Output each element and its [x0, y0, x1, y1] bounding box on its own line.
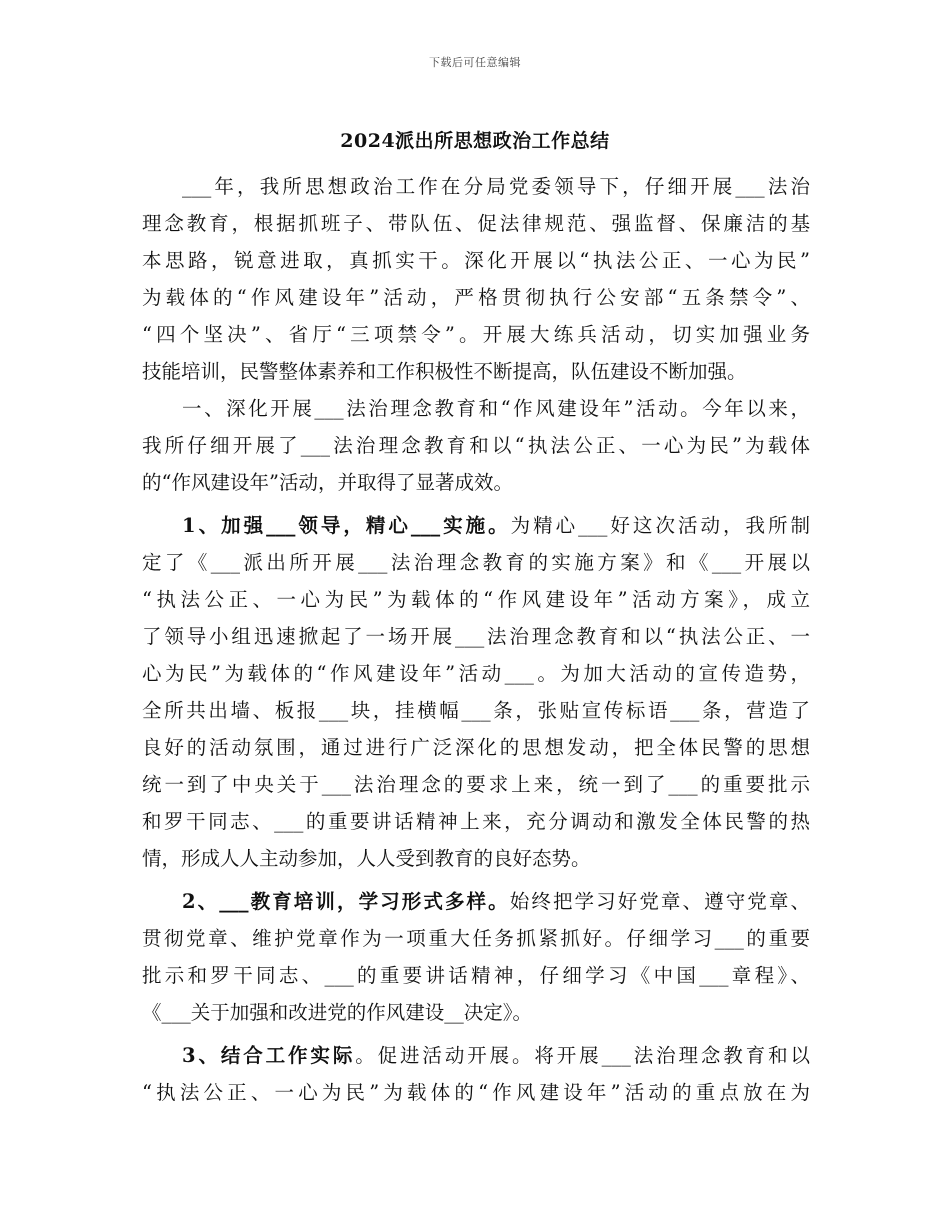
body-text: 始终把学习好党章、遵守党章、 — [509, 890, 810, 913]
document-title: 2024派出所思想政治工作总结 — [340, 130, 610, 152]
body-line — [142, 507, 810, 544]
body-line: 为载体的“作风建设年”活动，严格贯彻执行公安部“五条禁令”、 — [142, 286, 810, 309]
body-line: “四个坚决”、省厅“三项禁令”。开展大练兵活动，切实加强业务 — [142, 323, 810, 346]
body-line: 统一到了中央关于___法治理念的要求上来，统一到了___的重要批示 — [142, 773, 810, 796]
body-line: 我所仔细开展了___法治理念教育和以“执法公正、一心为民”为载体 — [142, 434, 810, 457]
body-line: 贯彻党章、维护党章作为一项重大任务抓紧抓好。仔细学习___的重要 — [142, 927, 810, 950]
body-line: 心为民”为载体的“作风建设年”活动___。为加大活动的宣传造势， — [142, 662, 810, 685]
body-line: 良好的活动氛围，通过进行广泛深化的思想发动，把全体民警的思想 — [142, 736, 810, 759]
body-line: 技能培训，民警整体素养和工作积极性不断提高，队伍建设不断加强。 — [142, 360, 747, 383]
body-line: 和罗干同志、___的重要讲话精神上来，充分调动和激发全体民警的热 — [142, 810, 810, 833]
body-line: ___年，我所思想政治工作在分局党委领导下，仔细开展___法治 — [182, 175, 810, 198]
section-heading: 2、___教育培训，学习形式多样。 — [182, 890, 510, 913]
header-note: 下载后可任意编辑 — [429, 56, 521, 69]
section-heading: 3、结合工作实际 — [182, 1044, 356, 1067]
body-line: 一、深化开展___法治理念教育和“作风建设年”活动。今年以来， — [182, 397, 810, 420]
body-line — [142, 883, 810, 920]
body-text: 。促进活动开展。将开展___法治理念教育和以 — [355, 1044, 810, 1067]
body-text: 为精心___好这次活动，我所制 — [510, 514, 810, 537]
body-line — [142, 1037, 810, 1074]
document-body — [142, 168, 810, 1111]
body-line: 本思路，锐意进取，真抓实干。深化开展以“执法公正、一心为民” — [142, 249, 810, 272]
section-heading: 1、加强___领导，精心___实施。 — [182, 514, 511, 537]
body-line: 《___关于加强和改进党的作风建设__决定》。 — [142, 1001, 533, 1024]
body-line: 定了《___派出所开展___法治理念教育的实施方案》和《___开展以 — [142, 551, 810, 574]
body-line: 理念教育，根据抓班子、带队伍、促法律规范、强监督、保廉洁的基 — [142, 212, 810, 235]
body-line: “执法公正、一心为民”为载体的“作风建设年”活动的重点放在为 — [142, 1081, 810, 1104]
body-line: 全所共出墙、板报___块，挂横幅___条，张贴宣传标语___条，营造了 — [142, 699, 810, 722]
body-line: 情，形成人人主动参加，人人受到教育的良好态势。 — [142, 847, 591, 870]
body-line: 了领导小组迅速掀起了一场开展___法治理念教育和以“执法公正、一 — [142, 625, 810, 648]
body-line: 批示和罗干同志、___的重要讲话精神，仔细学习《中国___章程》、 — [142, 964, 810, 987]
body-line: “执法公正、一心为民”为载体的“作风建设年”活动方案》，成立 — [142, 588, 810, 611]
body-line: 的“作风建设年”活动，并取得了显著成效。 — [142, 471, 513, 494]
